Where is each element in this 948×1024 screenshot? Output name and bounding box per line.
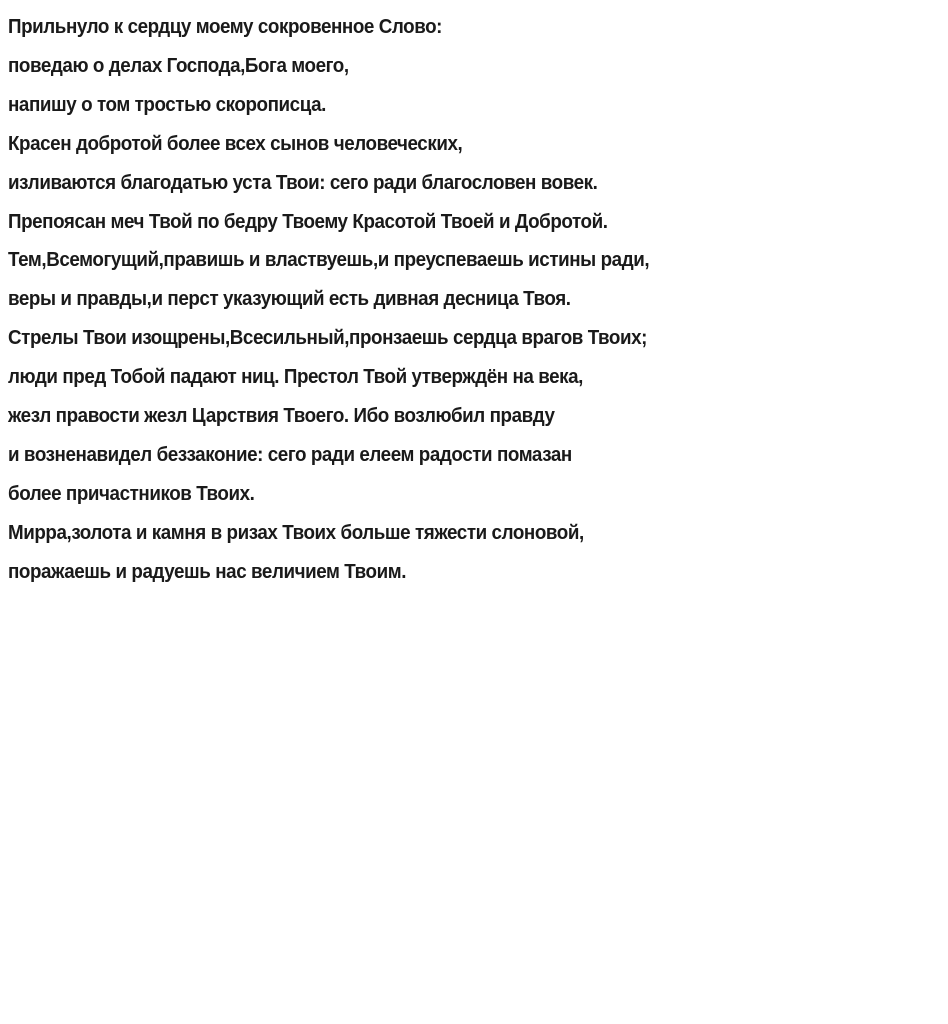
text-line: изливаются благодатью уста Твои: сего ради благословен вовек. bbox=[8, 171, 598, 194]
text-line: более причастников Твоих. bbox=[8, 482, 255, 505]
text-line: Препоясан меч Твой по бедру Твоему Красотой Твоей и Добротой. bbox=[8, 210, 608, 233]
text-line: напишу о том тростью скорописца. bbox=[8, 93, 326, 116]
text-line: Мирра,золота и камня в ризах Твоих больше тяжести слоновой, bbox=[8, 521, 584, 544]
text-line: Стрелы Твои изощрены,Всесильный,пронзаешь сердца врагов Твоих; bbox=[8, 327, 648, 350]
text-line: люди пред Тобой падают ниц. Престол Твой утверждён на века, bbox=[8, 366, 583, 389]
text-line: и возненавидел беззаконие: сего ради елеем радости помазан bbox=[8, 443, 572, 466]
text-line: Красен добротой более всех сынов человеческих, bbox=[8, 132, 463, 155]
text-line: поражаешь и радуешь нас величием Твоим. bbox=[8, 560, 407, 583]
psalm-text bbox=[8, 8, 938, 592]
text-line: Тем,Всемогущий,правишь и властвуешь,и преуспеваешь истины ради, bbox=[8, 249, 650, 272]
text-line: Прильнуло к сердцу моему сокровенное Слово: bbox=[8, 16, 443, 38]
text-line: поведаю о делах Господа,Бога моего, bbox=[8, 54, 349, 77]
text-line: веры и правды,и перст указующий есть дивная десница Твоя. bbox=[8, 288, 571, 311]
text-line: жезл правости жезл Царствия Твоего. Ибо возлюбил правду bbox=[8, 405, 555, 428]
